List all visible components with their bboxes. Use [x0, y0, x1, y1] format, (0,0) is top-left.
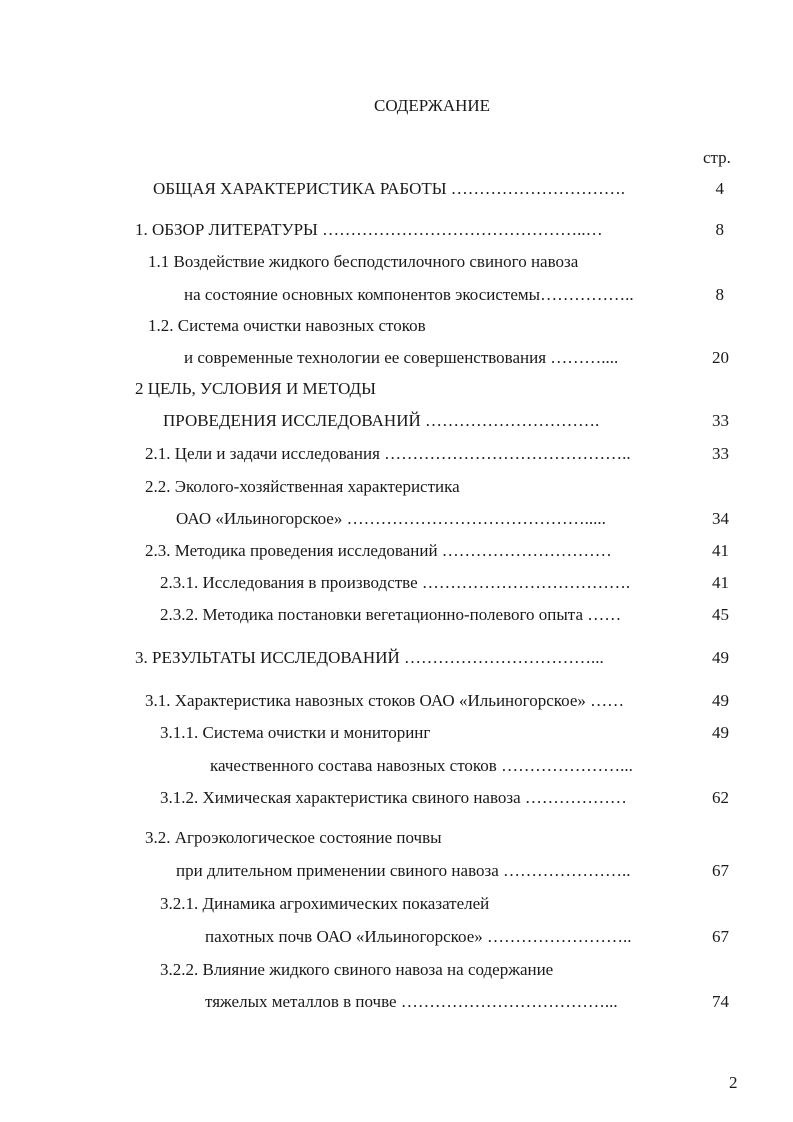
toc-entry-page: 8: [715, 285, 724, 304]
toc-entry-text: 3.1. Характеристика навозных стоков ОАО «Ильиногорское» ……: [145, 691, 625, 710]
toc-entry-page: 20: [712, 348, 729, 367]
toc-entry-page: 49: [712, 648, 729, 667]
page-number: 2: [729, 1073, 738, 1092]
toc-entry-page: 8: [715, 220, 724, 239]
page-column-label: стр.: [703, 148, 731, 167]
toc-entry-text: 3.2.2. Влияние жидкого свиного навоза на содержание: [160, 960, 554, 979]
toc-entry-text: 3.1.1. Система очистки и мониторинг: [160, 723, 431, 742]
toc-entry-text: и современные технологии ее совершенствования ………....: [184, 348, 619, 367]
toc-entry-text: 1.2. Система очистки навозных стоков: [148, 316, 426, 335]
toc-entry-text: 1. ОБЗОР ЛИТЕРАТУРЫ ………………………………………..…: [135, 220, 603, 239]
toc-entry-text: 2.3.1. Исследования в производстве ……………………………….: [160, 573, 631, 592]
toc-entry-text: 3.2. Агроэкологическое состояние почвы: [145, 828, 442, 847]
toc-entry-text: 2.2. Эколого-хозяйственная характеристика: [145, 477, 460, 496]
toc-entry-text: на состояние основных компонентов экосистемы……………..: [184, 285, 634, 304]
toc-entry-text: 3.1.2. Химическая характеристика свиного навоза ………………: [160, 788, 627, 807]
toc-entry-text: 1.1 Воздействие жидкого бесподстилочного свиного навоза: [148, 252, 579, 271]
toc-entry-text: качественного состава навозных стоков …………………...: [210, 756, 633, 775]
toc-entry-text: 2 ЦЕЛЬ, УСЛОВИЯ И МЕТОДЫ: [135, 379, 376, 398]
toc-entry-text: ПРОВЕДЕНИЯ ИССЛЕДОВАНИЙ ………………………….: [163, 411, 600, 430]
toc-entry-text: при длительном применении свиного навоза …………………..: [176, 861, 631, 880]
toc-entry-text: 2.3.2. Методика постановки вегетационно-полевого опыта ……: [160, 605, 622, 624]
toc-entry-page: 62: [712, 788, 729, 807]
toc-entry-page: 67: [712, 927, 729, 946]
toc-entry-page: 74: [712, 992, 729, 1011]
toc-entry-page: 4: [715, 179, 724, 198]
toc-entry-page: 49: [712, 723, 729, 742]
toc-entry-page: 34: [712, 509, 729, 528]
toc-entry-page: 41: [712, 541, 729, 560]
toc-entry-text: ОАО «Ильиногорское» …………………………………….....: [176, 509, 606, 528]
toc-entry-text: 3.2.1. Динамика агрохимических показателей: [160, 894, 490, 913]
toc-entry-page: 45: [712, 605, 729, 624]
toc-entry-page: 67: [712, 861, 729, 880]
toc-entry-page: 41: [712, 573, 729, 592]
toc-entry-text: пахотных почв ОАО «Ильиногорское» ……………………..: [205, 927, 632, 946]
toc-entry-text: 2.1. Цели и задачи исследования ……………………………………..: [145, 444, 631, 463]
toc-entry-text: 2.3. Методика проведения исследований …………………………: [145, 541, 612, 560]
toc-entry-page: 33: [712, 444, 729, 463]
toc-entry-text: ОБЩАЯ ХАРАКТЕРИСТИКА РАБОТЫ ………………………….: [153, 179, 626, 198]
toc-entry-text: тяжелых металлов в почве ………………………………...: [205, 992, 618, 1011]
toc-entry-text: 3. РЕЗУЛЬТАТЫ ИССЛЕДОВАНИЙ ……………………………...: [135, 648, 604, 667]
toc-entry-page: 33: [712, 411, 729, 430]
toc-entry-page: 49: [712, 691, 729, 710]
contents-title: СОДЕРЖАНИЕ: [374, 96, 491, 115]
